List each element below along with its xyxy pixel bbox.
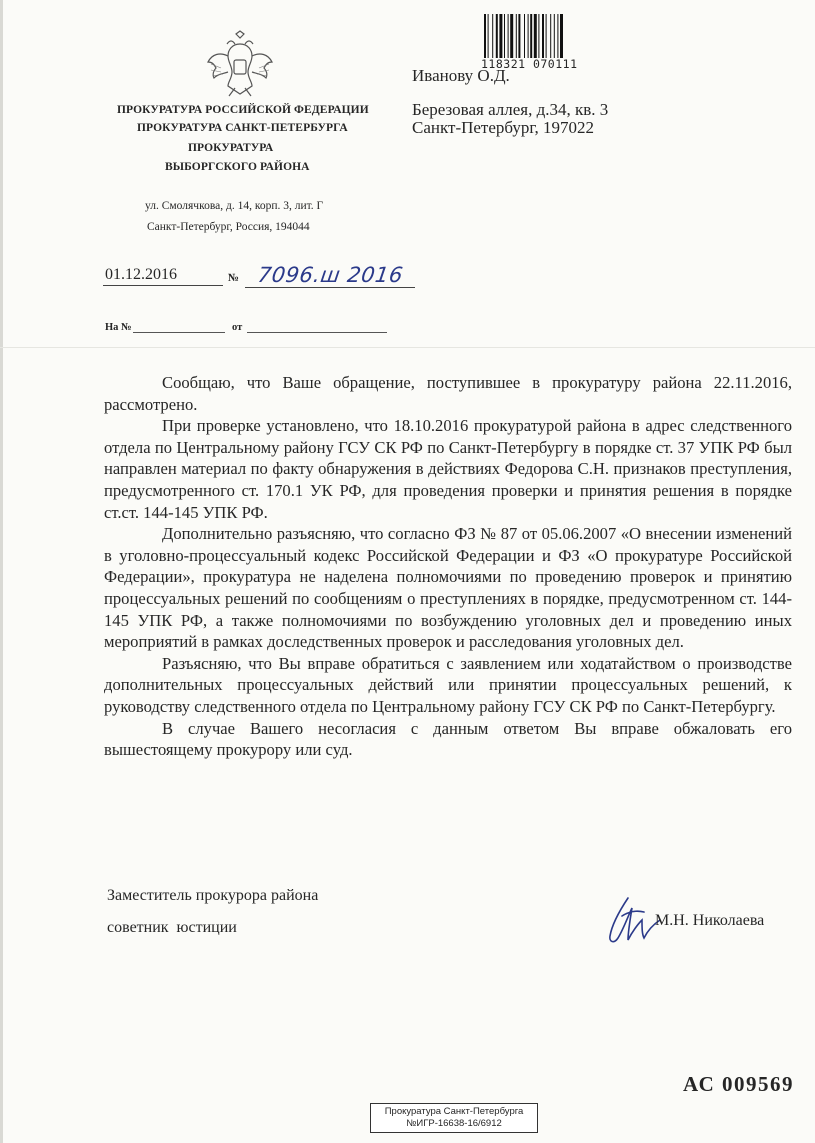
letter-body [104, 372, 792, 761]
signer-position: Заместитель прокурора района [107, 887, 319, 904]
reply-from-date-label: от [232, 322, 243, 333]
org-name-line: ПРОКУРАТУРА САНКТ-ПЕТЕРБУРГА [137, 122, 348, 134]
letter-date: 01.12.2016 [105, 266, 177, 283]
recipient-address-line: Санкт-Петербург, 197022 [412, 118, 594, 137]
org-name-line: ПРОКУРАТУРА [188, 142, 274, 154]
paper-fold-line [0, 347, 815, 348]
org-name-line: ПРОКУРАТУРА РОССИЙСКОЙ ФЕДЕРАЦИИ [117, 104, 369, 116]
barcode-icon [483, 14, 593, 58]
sender-address-line: ул. Смолячкова, д. 14, корп. 3, лит. Г [145, 200, 324, 212]
number-sign-label: № [228, 272, 240, 284]
registration-stamp [370, 1103, 538, 1133]
org-name-line: ВЫБОРГСКОГО РАЙОНА [165, 161, 310, 173]
reply-to-number-blank [133, 332, 225, 333]
signer-rank: советник юстиции [107, 919, 237, 936]
form-serial-number: АС 009569 [683, 1072, 795, 1096]
recipient-name: Иванову О.Д. [412, 66, 510, 85]
body-paragraph: Разъясняю, что Вы вправе обратиться с заявлением или ходатайством о производстве дополнительных процессуальных действий или принятии процессуальных решений, к руководству следственного отдела по Центральному району ГСУ СК РФ по Санкт-Петербургу. [104, 653, 792, 716]
signer-name: М.Н. Николаева [655, 912, 765, 929]
scan-edge-shadow [0, 0, 3, 1143]
recipient-address-line: Березовая аллея, д.34, кв. 3 [412, 100, 609, 119]
body-paragraph: Дополнительно разъясняю, что согласно ФЗ № 87 от 05.06.2007 «О внесении изменений в уголовно-процессуальный кодекс Российской Федерации и ФЗ «О прокуратуре Российской Федерации», прокуратура не наделена полномочиями по проведению проверок и принятию процессуальных решений по сообщениям о преступлениях в порядке, предусмотренном ст. 144-145 УПК РФ, а также полномочиями по возбуждению уголовных дел и проведению иных мероприятий в рамках доследственных проверок и расследования уголовных дел. [104, 524, 792, 652]
barcode-number: 118321 070111 [481, 57, 578, 71]
stamp-reg-number: №ИГР-16638-16/6912 [406, 1118, 502, 1129]
date-underline [103, 285, 223, 286]
reply-from-date-blank [247, 332, 387, 333]
reply-to-number-label: На № [105, 322, 132, 333]
outgoing-number-handwritten: 7096.ш 2016 [256, 263, 405, 287]
stamp-org-line: Прокуратура Санкт-Петербурга [384, 1106, 524, 1117]
sender-address-line: Санкт-Петербург, Россия, 194044 [147, 221, 310, 233]
body-paragraph: При проверке установлено, что 18.10.2016 прокуратурой района в адрес следственного отдела по Центральному району ГСУ СК РФ по Санкт-Петербургу в порядке ст. 37 УПК РФ был направлен материал по факту обнаружения в действиях Федорова С.Н. признаков преступления, предусмотренного ст. 170.1 УК РФ, для проведения проверки и принятия решения в порядке ст.ст. 144-145 УПК РФ. [104, 416, 792, 522]
body-paragraph: В случае Вашего несогласия с данным ответом Вы вправе обжаловать его вышестоящему прокурору или суд. [104, 718, 792, 760]
number-underline [245, 287, 415, 288]
coat-of-arms-emblem-icon [205, 30, 275, 100]
body-paragraph: Сообщаю, что Ваше обращение, поступившее в прокуратуру района 22.11.2016, рассмотрено. [104, 373, 792, 414]
